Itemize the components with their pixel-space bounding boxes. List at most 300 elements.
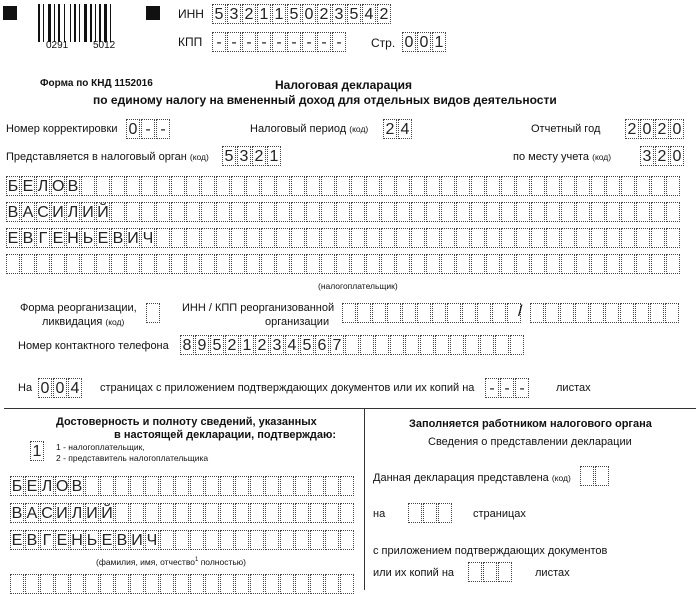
char-cell[interactable]: 1 xyxy=(272,4,286,24)
char-cell[interactable]: 1 xyxy=(432,32,446,52)
authority-cells[interactable] xyxy=(222,146,282,166)
char-cell[interactable] xyxy=(501,254,515,274)
char-cell[interactable] xyxy=(261,176,275,196)
char-cell[interactable] xyxy=(396,176,410,196)
char-cell[interactable] xyxy=(545,303,559,323)
char-cell[interactable] xyxy=(66,254,80,274)
page-cells[interactable] xyxy=(402,32,447,52)
char-cell[interactable] xyxy=(456,176,470,196)
char-cell[interactable] xyxy=(220,574,234,594)
char-cell[interactable] xyxy=(246,176,260,196)
signer-line-2[interactable] xyxy=(10,503,355,523)
char-cell[interactable] xyxy=(606,228,620,248)
char-cell[interactable]: О xyxy=(52,178,65,195)
char-cell[interactable] xyxy=(141,254,155,274)
char-cell[interactable] xyxy=(441,228,455,248)
char-cell[interactable] xyxy=(366,254,380,274)
char-cell[interactable] xyxy=(650,303,664,323)
char-cell[interactable]: В xyxy=(112,230,124,247)
char-cell[interactable] xyxy=(381,176,395,196)
char-cell[interactable] xyxy=(480,335,494,355)
char-cell[interactable] xyxy=(220,530,234,550)
char-cell[interactable] xyxy=(160,530,174,550)
reorg-form-cells[interactable] xyxy=(146,303,161,323)
char-cell[interactable] xyxy=(411,176,425,196)
char-cell[interactable] xyxy=(426,228,440,248)
char-cell[interactable]: 0 xyxy=(417,32,431,52)
char-cell[interactable] xyxy=(40,574,54,594)
char-cell[interactable] xyxy=(381,228,395,248)
char-cell[interactable] xyxy=(576,202,590,222)
char-cell[interactable] xyxy=(366,202,380,222)
char-cell[interactable] xyxy=(636,254,650,274)
char-cell[interactable] xyxy=(372,303,386,323)
char-cell[interactable] xyxy=(276,228,290,248)
char-cell[interactable]: - xyxy=(500,378,514,398)
char-cell[interactable] xyxy=(115,574,129,594)
char-cell[interactable] xyxy=(441,176,455,196)
char-cell[interactable] xyxy=(501,176,515,196)
kpp-cells[interactable] xyxy=(212,32,347,52)
char-cell[interactable] xyxy=(235,530,249,550)
char-cell[interactable]: 2 xyxy=(225,335,239,355)
char-cell[interactable] xyxy=(291,202,305,222)
char-cell[interactable] xyxy=(450,335,464,355)
char-cell[interactable] xyxy=(420,335,434,355)
char-cell[interactable] xyxy=(411,228,425,248)
char-cell[interactable] xyxy=(96,176,110,196)
char-cell[interactable] xyxy=(456,228,470,248)
char-cell[interactable] xyxy=(145,503,159,523)
char-cell[interactable]: 3 xyxy=(270,335,284,355)
char-cell[interactable] xyxy=(471,228,485,248)
char-cell[interactable] xyxy=(510,335,524,355)
char-cell[interactable] xyxy=(340,503,354,523)
char-cell[interactable] xyxy=(468,562,482,582)
char-cell[interactable] xyxy=(531,202,545,222)
char-cell[interactable] xyxy=(561,254,575,274)
char-cell[interactable]: - xyxy=(515,378,529,398)
char-cell[interactable] xyxy=(186,228,200,248)
char-cell[interactable] xyxy=(306,176,320,196)
char-cell[interactable] xyxy=(126,202,140,222)
char-cell[interactable] xyxy=(483,562,497,582)
char-cell[interactable]: В xyxy=(67,178,79,195)
char-cell[interactable] xyxy=(130,476,144,496)
char-cell[interactable] xyxy=(235,574,249,594)
char-cell[interactable]: Л xyxy=(71,505,83,522)
char-cell[interactable] xyxy=(280,476,294,496)
char-cell[interactable] xyxy=(321,202,335,222)
char-cell[interactable] xyxy=(435,335,449,355)
char-cell[interactable] xyxy=(280,530,294,550)
char-cell[interactable]: 6 xyxy=(315,335,329,355)
char-cell[interactable] xyxy=(175,530,189,550)
char-cell[interactable] xyxy=(390,335,404,355)
char-cell[interactable] xyxy=(205,574,219,594)
char-cell[interactable] xyxy=(405,335,419,355)
char-cell[interactable] xyxy=(651,228,665,248)
char-cell[interactable]: 3 xyxy=(640,146,654,166)
char-cell[interactable] xyxy=(85,574,99,594)
char-cell[interactable] xyxy=(175,503,189,523)
char-cell[interactable]: - xyxy=(485,378,499,398)
char-cell[interactable] xyxy=(591,202,605,222)
char-cell[interactable] xyxy=(220,503,234,523)
char-cell[interactable] xyxy=(190,530,204,550)
char-cell[interactable] xyxy=(666,228,680,248)
char-cell[interactable] xyxy=(321,254,335,274)
char-cell[interactable]: - xyxy=(302,32,316,52)
char-cell[interactable]: В xyxy=(71,478,83,495)
char-cell[interactable] xyxy=(546,254,560,274)
taxpayer-line-1[interactable] xyxy=(6,176,681,196)
char-cell[interactable]: И xyxy=(131,532,143,549)
char-cell[interactable]: 5 xyxy=(210,335,224,355)
char-cell[interactable]: И xyxy=(56,505,68,522)
char-cell[interactable] xyxy=(340,476,354,496)
char-cell[interactable] xyxy=(636,176,650,196)
char-cell[interactable] xyxy=(231,254,245,274)
char-cell[interactable] xyxy=(280,574,294,594)
char-cell[interactable] xyxy=(501,202,515,222)
char-cell[interactable] xyxy=(546,228,560,248)
char-cell[interactable]: 2 xyxy=(655,146,669,166)
char-cell[interactable] xyxy=(171,254,185,274)
char-cell[interactable] xyxy=(265,574,279,594)
char-cell[interactable] xyxy=(265,476,279,496)
char-cell[interactable] xyxy=(423,503,437,523)
char-cell[interactable] xyxy=(306,254,320,274)
char-cell[interactable]: Б xyxy=(7,178,19,195)
char-cell[interactable] xyxy=(666,176,680,196)
char-cell[interactable] xyxy=(201,202,215,222)
char-cell[interactable] xyxy=(306,202,320,222)
inn-cells[interactable] xyxy=(212,4,392,24)
char-cell[interactable]: 1 xyxy=(240,335,254,355)
office-pages-cells[interactable] xyxy=(408,503,453,523)
char-cell[interactable]: Л xyxy=(41,478,53,495)
char-cell[interactable] xyxy=(546,176,560,196)
char-cell[interactable]: Й xyxy=(101,505,113,522)
char-cell[interactable] xyxy=(495,335,509,355)
copies-cells[interactable] xyxy=(485,378,530,398)
char-cell[interactable] xyxy=(651,176,665,196)
office-copies-cells[interactable] xyxy=(468,562,513,582)
char-cell[interactable] xyxy=(456,254,470,274)
char-cell[interactable] xyxy=(156,176,170,196)
char-cell[interactable]: Ч xyxy=(142,230,154,247)
char-cell[interactable] xyxy=(351,202,365,222)
char-cell[interactable] xyxy=(141,202,155,222)
char-cell[interactable]: Г xyxy=(36,228,50,248)
char-cell[interactable] xyxy=(375,335,389,355)
char-cell[interactable] xyxy=(261,254,275,274)
char-cell[interactable] xyxy=(447,303,461,323)
char-cell[interactable] xyxy=(462,303,476,323)
reorg-inn-cells[interactable] xyxy=(342,303,522,323)
char-cell[interactable] xyxy=(340,530,354,550)
char-cell[interactable]: Е xyxy=(22,178,34,195)
char-cell[interactable] xyxy=(357,303,371,323)
char-cell[interactable]: И xyxy=(127,230,139,247)
char-cell[interactable]: Ь xyxy=(82,230,94,247)
char-cell[interactable] xyxy=(186,254,200,274)
phone-cells[interactable] xyxy=(180,335,525,355)
char-cell[interactable]: 0 xyxy=(640,119,654,139)
char-cell[interactable] xyxy=(205,503,219,523)
char-cell[interactable]: 2 xyxy=(625,119,639,139)
char-cell[interactable] xyxy=(546,202,560,222)
char-cell[interactable] xyxy=(591,176,605,196)
char-cell[interactable] xyxy=(171,202,185,222)
char-cell[interactable] xyxy=(486,176,500,196)
char-cell[interactable]: 3 xyxy=(332,4,346,24)
char-cell[interactable]: 9 xyxy=(195,335,209,355)
char-cell[interactable]: 0 xyxy=(670,146,684,166)
char-cell[interactable]: 5 xyxy=(287,4,301,24)
char-cell[interactable] xyxy=(21,254,35,274)
char-cell[interactable]: - xyxy=(287,32,301,52)
char-cell[interactable]: 4 xyxy=(398,119,412,139)
char-cell[interactable]: 2 xyxy=(377,4,391,24)
char-cell[interactable]: Л xyxy=(67,204,79,221)
char-cell[interactable] xyxy=(295,530,309,550)
char-cell[interactable] xyxy=(190,574,204,594)
char-cell[interactable] xyxy=(426,202,440,222)
char-cell[interactable] xyxy=(265,503,279,523)
char-cell[interactable] xyxy=(561,228,575,248)
char-cell[interactable]: 2 xyxy=(252,146,266,166)
char-cell[interactable] xyxy=(340,574,354,594)
char-cell[interactable] xyxy=(591,254,605,274)
char-cell[interactable] xyxy=(595,466,609,486)
period-cells[interactable] xyxy=(383,119,413,139)
char-cell[interactable]: А xyxy=(22,204,34,221)
char-cell[interactable] xyxy=(417,303,431,323)
char-cell[interactable] xyxy=(531,254,545,274)
char-cell[interactable] xyxy=(186,202,200,222)
char-cell[interactable] xyxy=(576,254,590,274)
char-cell[interactable] xyxy=(651,254,665,274)
year-cells[interactable] xyxy=(625,119,685,139)
char-cell[interactable] xyxy=(531,228,545,248)
char-cell[interactable]: И xyxy=(52,204,64,221)
char-cell[interactable] xyxy=(276,254,290,274)
pages-cells[interactable] xyxy=(38,378,83,398)
char-cell[interactable]: 2 xyxy=(655,119,669,139)
char-cell[interactable] xyxy=(366,228,380,248)
char-cell[interactable]: 5 xyxy=(222,146,236,166)
char-cell[interactable] xyxy=(606,176,620,196)
char-cell[interactable] xyxy=(261,228,275,248)
char-cell[interactable] xyxy=(621,202,635,222)
char-cell[interactable]: Н xyxy=(71,532,83,549)
char-cell[interactable] xyxy=(201,176,215,196)
char-cell[interactable]: 2 xyxy=(242,4,256,24)
char-cell[interactable] xyxy=(516,254,530,274)
char-cell[interactable] xyxy=(291,254,305,274)
char-cell[interactable] xyxy=(477,303,491,323)
taxpayer-line-3[interactable] xyxy=(6,228,681,248)
char-cell[interactable] xyxy=(636,228,650,248)
char-cell[interactable] xyxy=(310,476,324,496)
char-cell[interactable]: Ч xyxy=(146,532,158,549)
char-cell[interactable] xyxy=(231,176,245,196)
char-cell[interactable]: Е xyxy=(97,230,109,247)
char-cell[interactable] xyxy=(351,176,365,196)
char-cell[interactable] xyxy=(321,228,335,248)
char-cell[interactable] xyxy=(426,254,440,274)
char-cell[interactable] xyxy=(342,303,356,323)
char-cell[interactable] xyxy=(201,254,215,274)
char-cell[interactable]: - xyxy=(332,32,346,52)
char-cell[interactable] xyxy=(306,228,320,248)
char-cell[interactable] xyxy=(160,476,174,496)
char-cell[interactable] xyxy=(220,476,234,496)
confirm-code-cell[interactable] xyxy=(30,441,45,461)
char-cell[interactable] xyxy=(516,202,530,222)
char-cell[interactable]: - xyxy=(212,32,226,52)
char-cell[interactable] xyxy=(411,202,425,222)
char-cell[interactable]: Й xyxy=(97,204,109,221)
char-cell[interactable] xyxy=(432,303,446,323)
char-cell[interactable] xyxy=(246,202,260,222)
char-cell[interactable] xyxy=(216,254,230,274)
taxpayer-line-4[interactable] xyxy=(6,254,681,274)
char-cell[interactable] xyxy=(295,476,309,496)
char-cell[interactable] xyxy=(575,303,589,323)
char-cell[interactable] xyxy=(81,254,95,274)
char-cell[interactable]: И xyxy=(82,204,94,221)
char-cell[interactable]: 0 xyxy=(302,4,316,24)
char-cell[interactable] xyxy=(366,176,380,196)
char-cell[interactable] xyxy=(115,503,129,523)
char-cell[interactable]: 4 xyxy=(68,378,82,398)
char-cell[interactable] xyxy=(396,228,410,248)
char-cell[interactable]: 2 xyxy=(317,4,331,24)
correction-cells[interactable] xyxy=(126,119,171,139)
char-cell[interactable] xyxy=(111,202,125,222)
char-cell[interactable] xyxy=(175,476,189,496)
char-cell[interactable] xyxy=(471,176,485,196)
char-cell[interactable] xyxy=(560,303,574,323)
char-cell[interactable]: - xyxy=(242,32,256,52)
char-cell[interactable] xyxy=(396,202,410,222)
char-cell[interactable]: В xyxy=(26,532,38,549)
char-cell[interactable] xyxy=(141,176,155,196)
char-cell[interactable] xyxy=(96,254,110,274)
char-cell[interactable] xyxy=(216,228,230,248)
char-cell[interactable] xyxy=(621,176,635,196)
char-cell[interactable] xyxy=(25,574,39,594)
char-cell[interactable]: О xyxy=(56,478,69,495)
signer-line-3[interactable] xyxy=(10,530,355,550)
char-cell[interactable] xyxy=(160,574,174,594)
char-cell[interactable] xyxy=(100,476,114,496)
char-cell[interactable]: 5 xyxy=(212,4,226,24)
char-cell[interactable] xyxy=(381,254,395,274)
char-cell[interactable]: И xyxy=(86,505,98,522)
char-cell[interactable] xyxy=(651,202,665,222)
char-cell[interactable] xyxy=(205,476,219,496)
char-cell[interactable] xyxy=(295,503,309,523)
char-cell[interactable] xyxy=(606,254,620,274)
char-cell[interactable] xyxy=(531,176,545,196)
char-cell[interactable] xyxy=(486,228,500,248)
char-cell[interactable] xyxy=(456,202,470,222)
char-cell[interactable] xyxy=(130,574,144,594)
char-cell[interactable] xyxy=(396,254,410,274)
char-cell[interactable] xyxy=(160,503,174,523)
char-cell[interactable] xyxy=(336,254,350,274)
char-cell[interactable] xyxy=(351,228,365,248)
char-cell[interactable] xyxy=(325,476,339,496)
char-cell[interactable] xyxy=(10,574,24,594)
char-cell[interactable]: 1 xyxy=(257,4,271,24)
char-cell[interactable] xyxy=(576,228,590,248)
char-cell[interactable]: Е xyxy=(11,532,23,549)
char-cell[interactable] xyxy=(246,228,260,248)
char-cell[interactable] xyxy=(471,254,485,274)
char-cell[interactable] xyxy=(231,228,245,248)
char-cell[interactable] xyxy=(325,530,339,550)
char-cell[interactable] xyxy=(441,202,455,222)
char-cell[interactable] xyxy=(402,303,416,323)
char-cell[interactable] xyxy=(621,254,635,274)
char-cell[interactable] xyxy=(231,202,245,222)
char-cell[interactable] xyxy=(6,254,20,274)
char-cell[interactable] xyxy=(498,562,512,582)
char-cell[interactable] xyxy=(171,176,185,196)
char-cell[interactable]: 4 xyxy=(362,4,376,24)
char-cell[interactable] xyxy=(115,476,129,496)
char-cell[interactable] xyxy=(265,530,279,550)
char-cell[interactable]: 8 xyxy=(180,335,194,355)
char-cell[interactable] xyxy=(156,202,170,222)
char-cell[interactable] xyxy=(666,254,680,274)
char-cell[interactable] xyxy=(501,228,515,248)
char-cell[interactable]: Е xyxy=(52,230,64,247)
char-cell[interactable] xyxy=(201,228,215,248)
char-cell[interactable] xyxy=(635,303,649,323)
char-cell[interactable] xyxy=(291,176,305,196)
char-cell[interactable] xyxy=(100,574,114,594)
char-cell[interactable] xyxy=(561,176,575,196)
char-cell[interactable] xyxy=(156,228,170,248)
char-cell[interactable] xyxy=(465,335,479,355)
char-cell[interactable] xyxy=(471,202,485,222)
char-cell[interactable]: В xyxy=(7,204,19,221)
char-cell[interactable] xyxy=(190,503,204,523)
char-cell[interactable] xyxy=(310,574,324,594)
char-cell[interactable] xyxy=(580,466,594,486)
char-cell[interactable] xyxy=(261,202,275,222)
char-cell[interactable] xyxy=(381,202,395,222)
char-cell[interactable]: Н xyxy=(67,230,79,247)
char-cell[interactable] xyxy=(246,254,260,274)
char-cell[interactable] xyxy=(606,202,620,222)
char-cell[interactable] xyxy=(145,476,159,496)
char-cell[interactable] xyxy=(516,228,530,248)
signer-line-1[interactable] xyxy=(10,476,355,496)
char-cell[interactable] xyxy=(235,476,249,496)
char-cell[interactable]: - xyxy=(317,32,331,52)
char-cell[interactable]: А xyxy=(26,505,38,522)
char-cell[interactable]: 2 xyxy=(255,335,269,355)
char-cell[interactable] xyxy=(351,254,365,274)
char-cell[interactable] xyxy=(621,228,635,248)
